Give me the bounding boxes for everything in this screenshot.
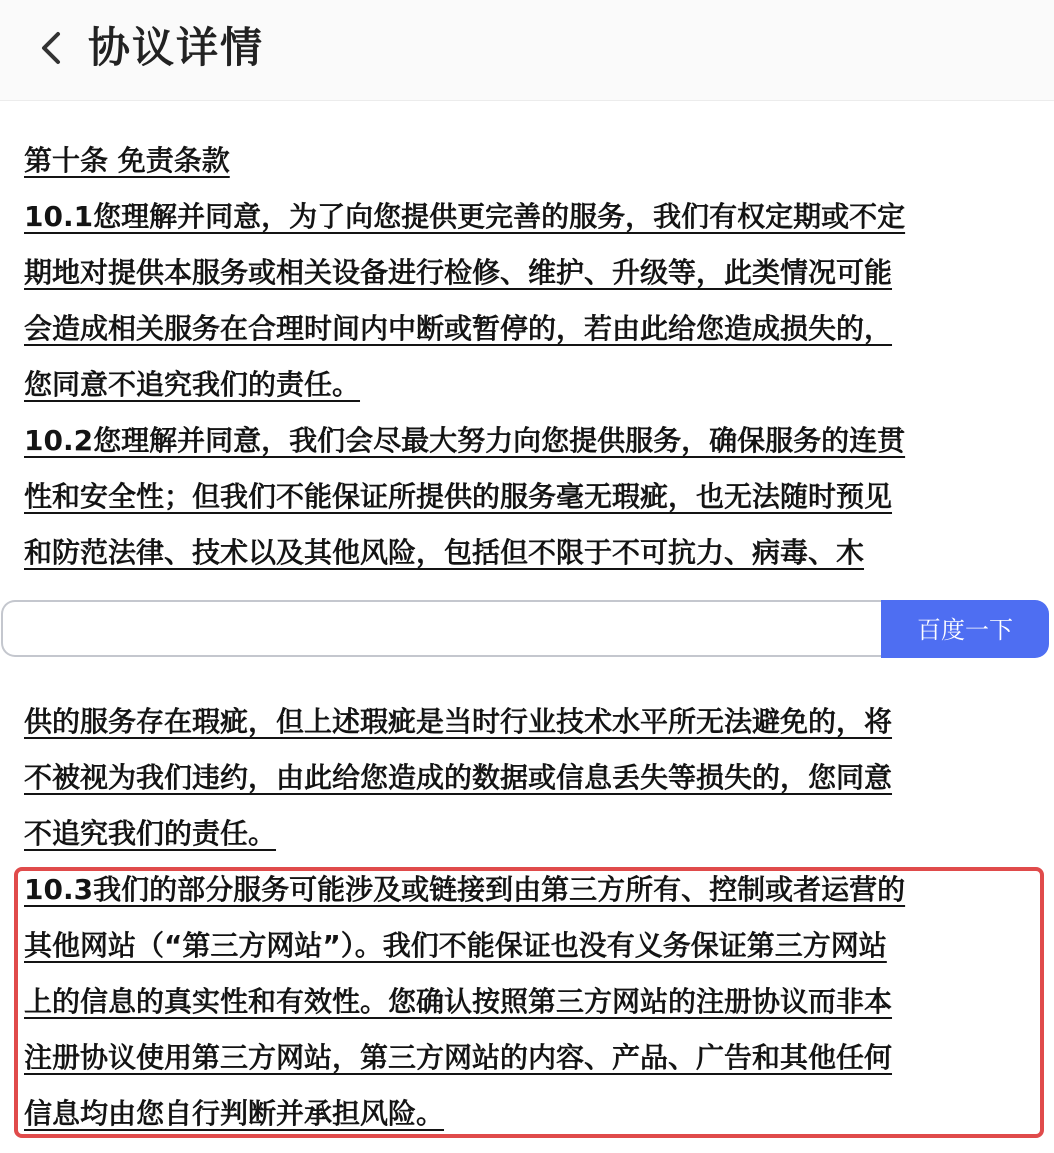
agreement-line: 您同意不追究我们的责任。: [24, 368, 361, 401]
search-button[interactable]: 百度一下: [881, 600, 1049, 658]
app-header: [0, 0, 1054, 101]
agreement-line: 会造成相关服务在合理时间内中断或暂停的，若由此给您造成损失的，: [24, 312, 893, 345]
search-input[interactable]: [1, 600, 881, 657]
agreement-line: 不被视为我们违约，由此给您造成的数据或信息丢失等损失的，您同意: [24, 761, 893, 794]
highlighted-line: 注册协议使用第三方网站，第三方网站的内容、产品、广告和其他任何: [24, 1041, 893, 1074]
agreement-content-top: [0, 101, 1054, 575]
highlighted-line: 其他网站（“第三方网站”）。我们不能保证也没有义务保证第三方网站: [24, 929, 887, 962]
agreement-line: 10.1您理解并同意，为了向您提供更完善的服务，我们有权定期或不定: [24, 200, 906, 233]
agreement-line: 供的服务存在瑕疵，但上述瑕疵是当时行业技术水平所无法避免的，将: [24, 705, 893, 738]
agreement-line: 不追究我们的责任。: [24, 817, 277, 850]
agreement-line: 10.2您理解并同意，我们会尽最大努力向您提供服务，确保服务的连贯: [24, 424, 906, 457]
agreement-line: 性和安全性；但我们不能保证所提供的服务毫无瑕疵，也无法随时预见: [24, 480, 893, 513]
highlighted-line: 信息均由您自行判断并承担风险。: [24, 1097, 445, 1130]
agreement-line: 期地对提供本服务或相关设备进行检修、维护、升级等，此类情况可能: [24, 256, 893, 289]
section-title: 第十条 免责条款: [24, 144, 230, 177]
agreement-content-bottom: [0, 682, 1054, 1153]
highlighted-line: 上的信息的真实性和有效性。您确认按照第三方网站的注册协议而非本: [24, 985, 893, 1018]
highlighted-line: 10.3我们的部分服务可能涉及或链接到由第三方所有、控制或者运营的: [24, 873, 906, 906]
agreement-line: 和防范法律、技术以及其他风险，包括但不限于不可抗力、病毒、木: [24, 536, 865, 569]
page-title: 协议详情: [88, 23, 265, 72]
chevron-left-icon[interactable]: [36, 24, 66, 72]
